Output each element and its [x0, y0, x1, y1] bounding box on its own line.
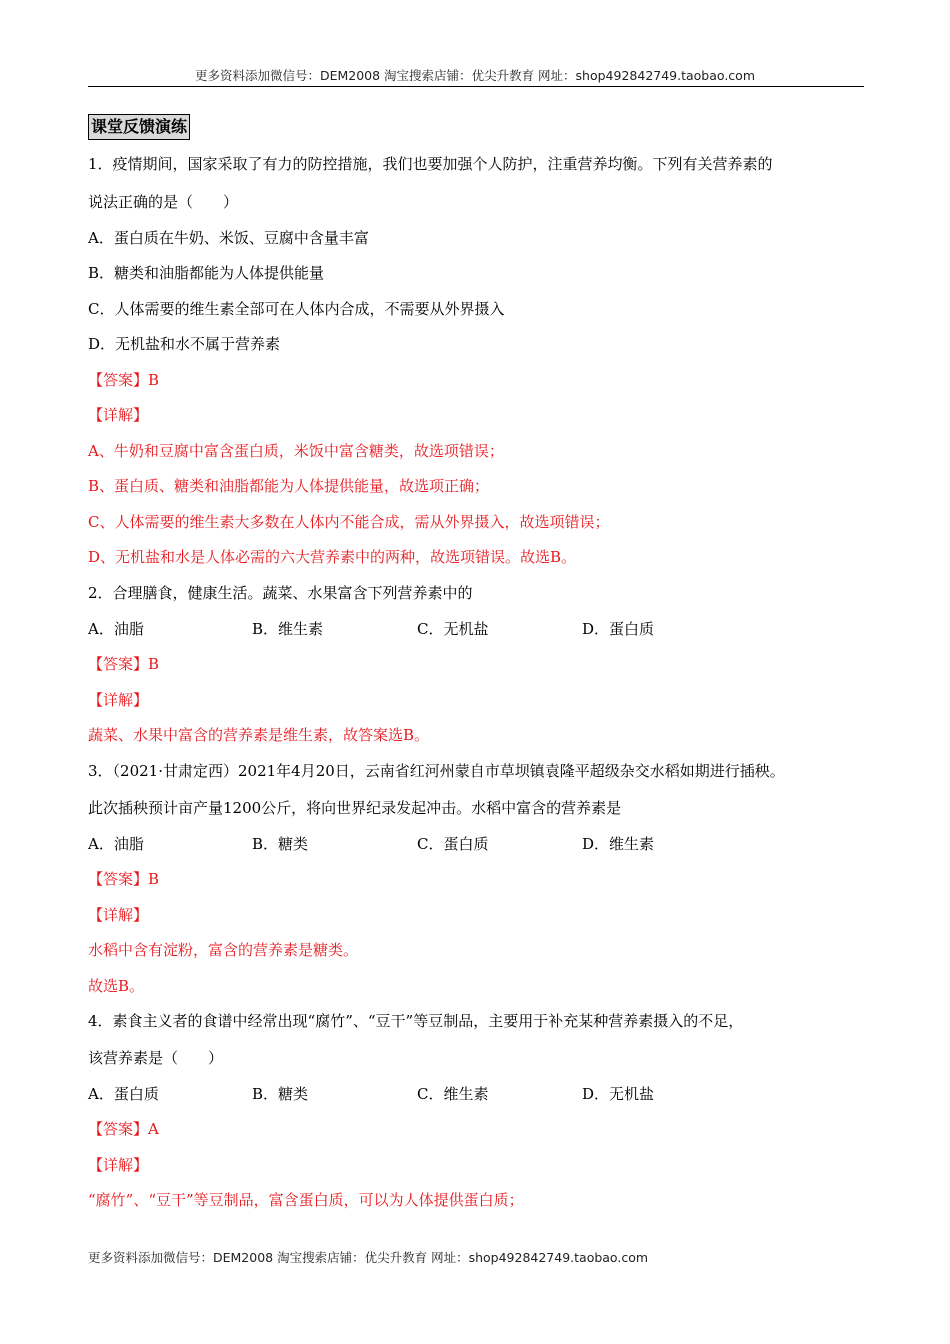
- q1-explanation-4: D、无机盐和水是人体必需的六大营养素中的两种，故选项错误。故选B。: [88, 548, 577, 566]
- q1-explanation-1: A、牛奶和豆腐中富含蛋白质，米饭中富含糖类，故选项错误；: [88, 442, 504, 460]
- q2-option-a: A．油脂: [88, 620, 144, 638]
- q1-option-c: C．人体需要的维生素全部可在人体内合成，不需要从外界摄入: [88, 300, 505, 318]
- q3-explanation-2: 故选B。: [88, 977, 145, 995]
- q3-option-a: A．油脂: [88, 835, 144, 853]
- q1-option-d: D．无机盐和水不属于营养素: [88, 335, 281, 353]
- q1-option-b: B．糖类和油脂都能为人体提供能量: [88, 264, 325, 282]
- q1-detail-label: 【详解】: [88, 406, 149, 424]
- q4-detail-label: 【详解】: [88, 1156, 149, 1174]
- q2-stem: 2．合理膳食，健康生活。蔬菜、水果富含下列营养素中的: [88, 584, 473, 602]
- q2-explanation-1: 蔬菜、水果中富含的营养素是维生素，故答案选B。: [88, 726, 430, 744]
- q4-option-d: D．无机盐: [582, 1085, 655, 1103]
- q3-option-c: C．蛋白质: [417, 835, 489, 853]
- q4-option-c: C．维生素: [417, 1085, 489, 1103]
- q1-explanation-3: C、人体需要的维生素大多数在人体内不能合成，需从外界摄入，故选项错误；: [88, 513, 610, 531]
- section-title: 课堂反馈演练: [88, 114, 190, 140]
- q1-option-a: A．蛋白质在牛奶、米饭、豆腐中含量丰富: [88, 229, 369, 247]
- q3-stem-line2: 此次插秧预计亩产量1200公斤，将向世界纪录发起冲击。水稻中富含的营养素是: [88, 799, 622, 817]
- q3-answer: 【答案】B: [88, 870, 160, 888]
- page-footer: 更多资料添加微信号：DEM2008 淘宝搜索店铺：优尖升教育 网址：shop492842749.taobao.com: [88, 1250, 649, 1265]
- q3-detail-label: 【详解】: [88, 906, 149, 924]
- page-header: 更多资料添加微信号：DEM2008 淘宝搜索店铺：优尖升教育 网址：shop492842749.taobao.com: [194, 68, 756, 83]
- q3-option-b: B．糖类: [252, 835, 309, 853]
- q4-answer: 【答案】A: [88, 1120, 159, 1138]
- q2-detail-label: 【详解】: [88, 691, 149, 709]
- q4-explanation-1: “腐竹”、“豆干”等豆制品，富含蛋白质，可以为人体提供蛋白质；: [88, 1191, 524, 1209]
- q2-answer: 【答案】B: [88, 655, 160, 673]
- q2-option-d: D．蛋白质: [582, 620, 655, 638]
- q4-stem-line2: 该营养素是（ ）: [88, 1049, 224, 1067]
- q3-explanation-1: 水稻中含有淀粉，富含的营养素是糖类。: [88, 941, 359, 959]
- q3-option-d: D．维生素: [582, 835, 655, 853]
- header-rule: [88, 86, 864, 87]
- q1-explanation-2: B、蛋白质、糖类和油脂都能为人体提供能量，故选项正确；: [88, 477, 490, 495]
- q4-option-b: B．糖类: [252, 1085, 309, 1103]
- q2-option-c: C．无机盐: [417, 620, 489, 638]
- q4-option-a: A．蛋白质: [88, 1085, 159, 1103]
- q1-stem-line1: 1．疫情期间，国家采取了有力的防控措施，我们也要加强个人防护，注重营养均衡。下列有关营养素的: [88, 155, 773, 173]
- q2-option-b: B．维生素: [252, 620, 324, 638]
- q1-stem-line2: 说法正确的是（ ）: [88, 193, 239, 211]
- q3-stem-line1: 3．（2021·甘肃定西）2021年4月20日，云南省红河州蒙自市草坝镇袁隆平超级杂交水稻如期进行插秧。: [88, 762, 785, 780]
- q4-stem-line1: 4．素食主义者的食谱中经常出现“腐竹”、“豆干”等豆制品，主要用于补充某种营养素摄入的不足，: [88, 1012, 744, 1030]
- q1-answer: 【答案】B: [88, 371, 160, 389]
